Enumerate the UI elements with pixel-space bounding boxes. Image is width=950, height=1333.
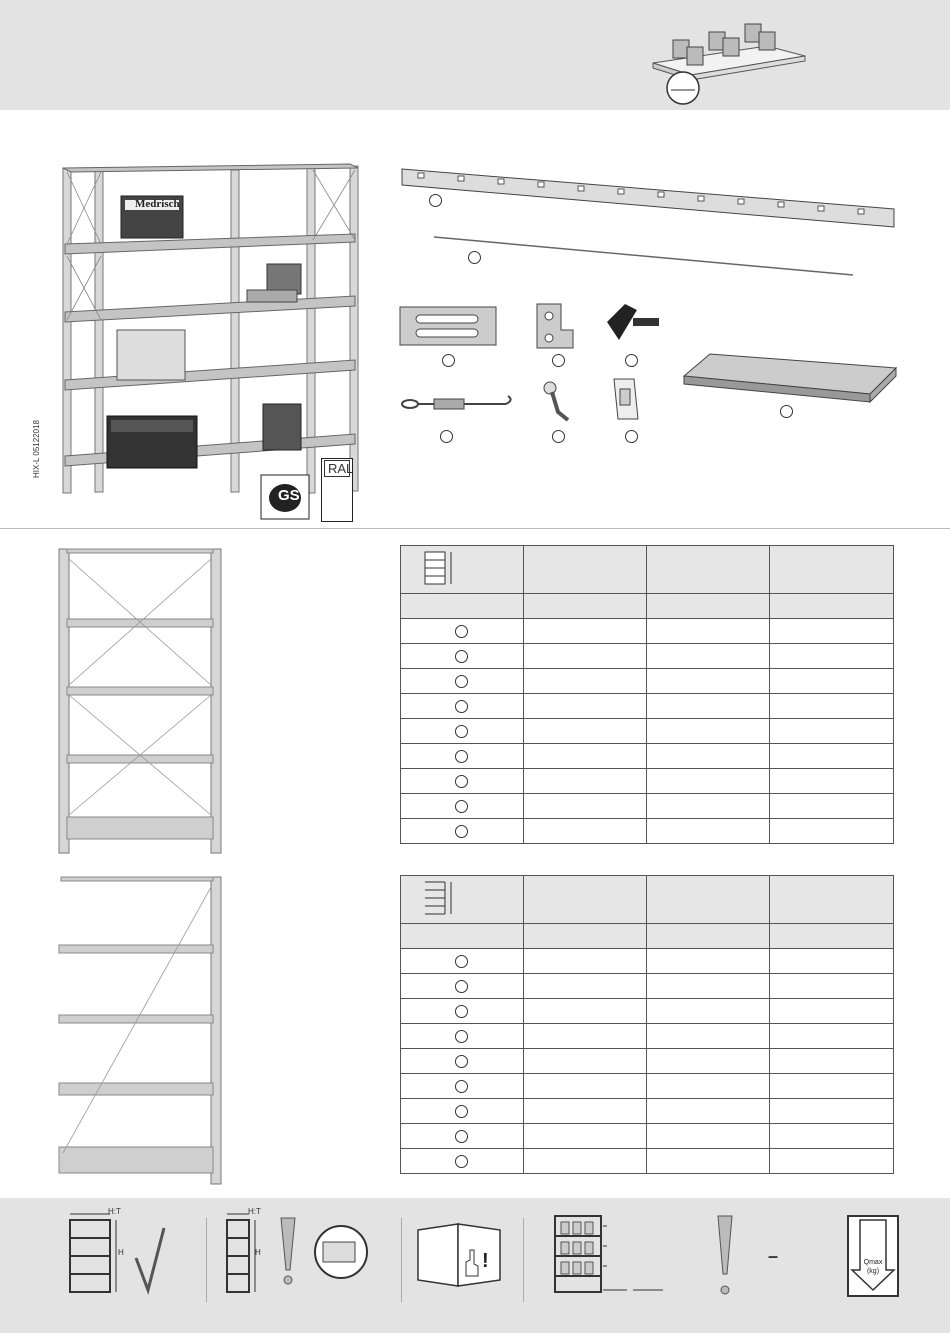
row-circle xyxy=(455,1155,468,1168)
part-circle-c xyxy=(442,354,455,367)
footer-dim-label-2: H:T xyxy=(248,1207,261,1216)
manual-exclamation: ! xyxy=(482,1250,489,1272)
document-code: HIX-L 05122018 xyxy=(32,420,41,478)
clip-icon xyxy=(608,375,648,425)
shelf-height-icon xyxy=(401,876,521,918)
max-load-text: Qmax xyxy=(863,1259,883,1266)
manual-icon xyxy=(414,1220,504,1292)
spec-table-add-on xyxy=(400,875,894,1174)
connector-plate-icon xyxy=(398,303,498,349)
footer-height-label-2: H xyxy=(255,1248,261,1257)
shelf-dimension-check-icon xyxy=(60,1208,170,1298)
part-circle-b xyxy=(468,251,481,264)
bracket-icon xyxy=(527,300,577,352)
section-divider xyxy=(0,528,950,529)
footer-dim-label-1: H:T xyxy=(108,1207,121,1216)
max-load-icon xyxy=(842,1212,904,1298)
row-circle xyxy=(455,750,468,763)
row-circle xyxy=(455,1105,468,1118)
row-circle xyxy=(455,980,468,993)
assembled-shelf-photo xyxy=(55,160,365,495)
footer-dash: – xyxy=(768,1246,779,1266)
row-circle xyxy=(455,1030,468,1043)
row-circle xyxy=(455,955,468,968)
row-circle xyxy=(455,825,468,838)
load-shelf-icon xyxy=(645,18,810,106)
row-circle xyxy=(455,725,468,738)
max-load-unit: (kg) xyxy=(866,1268,880,1275)
row-circle xyxy=(455,1055,468,1068)
ral-mark-label: RAL xyxy=(324,460,350,477)
part-circle-h xyxy=(552,430,565,443)
add-on-shelf-warning-icon xyxy=(215,1208,375,1298)
hook-icon xyxy=(540,380,574,426)
gs-mark-label: GS xyxy=(278,487,300,504)
box-label: Medrisch xyxy=(135,198,180,210)
row-circle xyxy=(455,625,468,638)
load-distribution-icon xyxy=(545,1210,675,1296)
shelf-panel-icon xyxy=(680,350,900,410)
part-circle-d xyxy=(552,354,565,367)
spec-table-basic xyxy=(400,545,894,844)
warning-exclamation-icon xyxy=(708,1212,742,1298)
footer-separator xyxy=(206,1218,207,1302)
dimension-header-cell xyxy=(401,876,524,924)
max-load-label xyxy=(862,1258,884,1276)
end-cap-icon xyxy=(603,300,663,346)
row-circle xyxy=(455,1005,468,1018)
basic-shelf-drawing xyxy=(55,545,230,857)
row-circle xyxy=(455,1130,468,1143)
footer-separator xyxy=(523,1218,524,1302)
shelf-height-icon xyxy=(401,546,521,588)
turnbuckle-icon xyxy=(398,392,516,420)
footer-separator xyxy=(401,1218,402,1302)
part-circle-i xyxy=(625,430,638,443)
row-circle xyxy=(455,775,468,788)
row-circle xyxy=(455,675,468,688)
part-circle-a xyxy=(429,194,442,207)
add-on-shelf-drawing xyxy=(55,873,230,1188)
row-circle xyxy=(455,700,468,713)
part-circle-e xyxy=(625,354,638,367)
ral-mark xyxy=(321,458,353,522)
dimension-header-cell xyxy=(401,546,524,594)
footer-height-label-1: H xyxy=(118,1248,124,1257)
part-circle-g xyxy=(440,430,453,443)
row-circle xyxy=(455,650,468,663)
row-circle xyxy=(455,800,468,813)
part-circle-f xyxy=(780,405,793,418)
row-circle xyxy=(455,1080,468,1093)
